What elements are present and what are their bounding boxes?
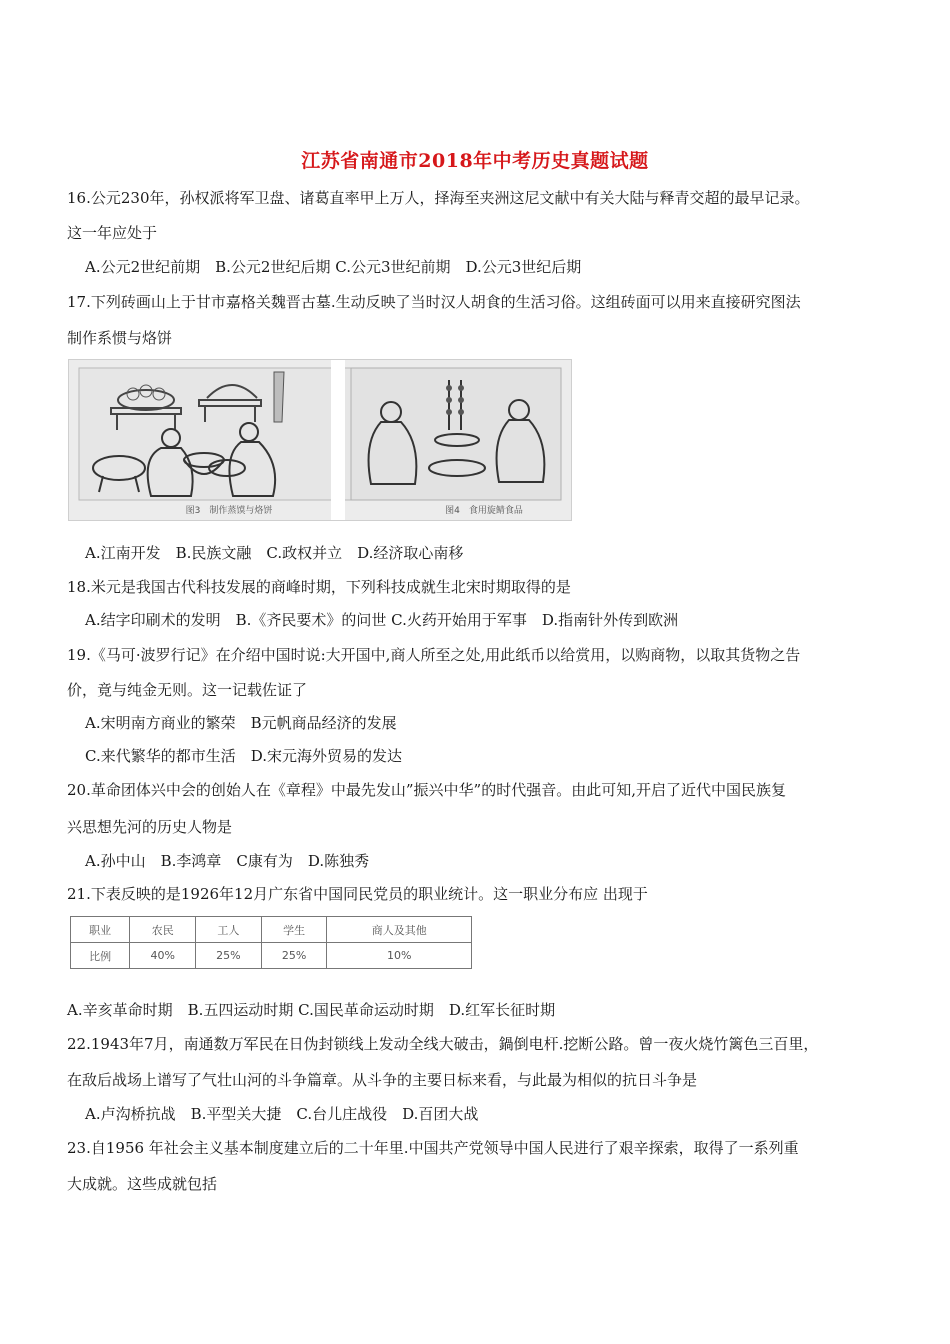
question-20-stem: 20.革命团体兴中会的创始人在《章程》中最先发山”振兴中华”的时代强音。由此可知,开启了近代中国民族复 [67, 781, 786, 799]
question-19-options-1: A.宋明南方商业的繁荣 B元帆商品经济的发展 [85, 714, 397, 732]
table-header-cell: 学生 [261, 917, 327, 943]
figure-3-illustration [69, 360, 571, 520]
figure-3-caption: 图3 制作蒸馍与烙饼 [185, 506, 273, 516]
table-header-cell: 职业 [71, 917, 130, 943]
question-16-options: A.公元2世纪前期 B.公元2世纪后期 C.公元3世纪前期 D.公元3世纪后期 [85, 258, 582, 276]
table-header-cell: 农民 [130, 917, 196, 943]
figure-4-caption: 图4 食用旋鲭食品 [445, 506, 523, 516]
question-16-stem-cont: 这一年应处于 [67, 224, 158, 242]
question-23-stem-cont: 大成就。这些成就包括 [67, 1175, 218, 1193]
figure-3-brick-painting [68, 359, 572, 521]
question-16-stem: 16.公元230年，孙权派将军卫盘、诸葛直率甲上万人，择海至夹洲这尼文献中有关大陆与释青交超的最早记录。 [67, 189, 810, 207]
table-cell: 40% [130, 943, 196, 969]
table-header-row [71, 917, 472, 943]
table-row [71, 943, 472, 969]
table-cell: 10% [327, 943, 472, 969]
question-20-stem-cont: 兴思想先河的历史人物是 [67, 818, 233, 836]
occupation-table [70, 916, 472, 969]
question-22-stem: 22.1943年7月，南通数万军民在日伪封锁线上发动全线大破击，鍋倒电杆.挖断公路。曾一夜火烧竹篱色三百里， [67, 1035, 819, 1053]
question-22-stem-cont: 在敌后战场上谱写了气壮山河的斗争篇章。从斗争的主要日标来看，与此最为相似的抗日斗争是 [67, 1071, 698, 1089]
question-17-stem-cont: 制作系惯与烙饼 [67, 329, 173, 347]
table-cell: 25% [196, 943, 262, 969]
table-cell: 25% [261, 943, 327, 969]
page-title: 江苏省南通市2018年中考历史真题试题 [301, 150, 649, 172]
question-17-options: A.江南开发 B.民族文融 C.政权并立 D.经济取心南移 [85, 544, 464, 562]
table-cell: 比例 [71, 943, 130, 969]
question-19-stem: 19.《马可·波罗行记》在介绍中国时说:大开国中,商人所至之处,用此纸币以给赏用，以购商物，以取其货物之告 [67, 646, 801, 664]
question-18-stem: 18.米元是我国古代科技发展的商峰时期，下列科技成就生北宋时期取得的是 [67, 578, 571, 596]
question-20-options: A.孙中山 B.李鸿章 C康有为 D.陈独秀 [85, 852, 370, 870]
question-19-options-2: C.来代繁华的都市生活 D.宋元海外贸易的发达 [85, 747, 402, 765]
question-19-stem-cont: 价，竟与纯金无则。这一记载佐证了 [67, 681, 308, 699]
table-header-cell: 商人及其他 [327, 917, 472, 943]
question-21-options: A.辛亥革命时期 B.五四运动时期 C.国民革命运动时期 D.红军长征时期 [67, 1001, 556, 1019]
question-18-options: A.结字印刷术的发明 B.《齐民要术》的问世 C.火药开始用于军事 D.指南针外传到欧洲 [85, 611, 679, 629]
question-22-options: A.卢沟桥抗战 B.平型关大捷 C.台儿庄战役 D.百团大战 [85, 1105, 479, 1123]
table-header-cell: 工人 [196, 917, 262, 943]
question-21-stem: 21.下表反映的是1926年12月广东省中国同民党员的职业统计。这一职业分布应 出现于 [67, 885, 648, 903]
question-17-stem: 17.下列砖画山上于甘市嘉格关魏晋古墓.生动反映了当时汉人胡食的生活习俗。这组砖面可以用来直接研究图法 [67, 293, 801, 311]
question-23-stem: 23.自1956 年社会主义基本制度建立后的二十年里.中国共产党领导中国人民进行了艰辛探索，取得了一系列重 [67, 1139, 799, 1157]
